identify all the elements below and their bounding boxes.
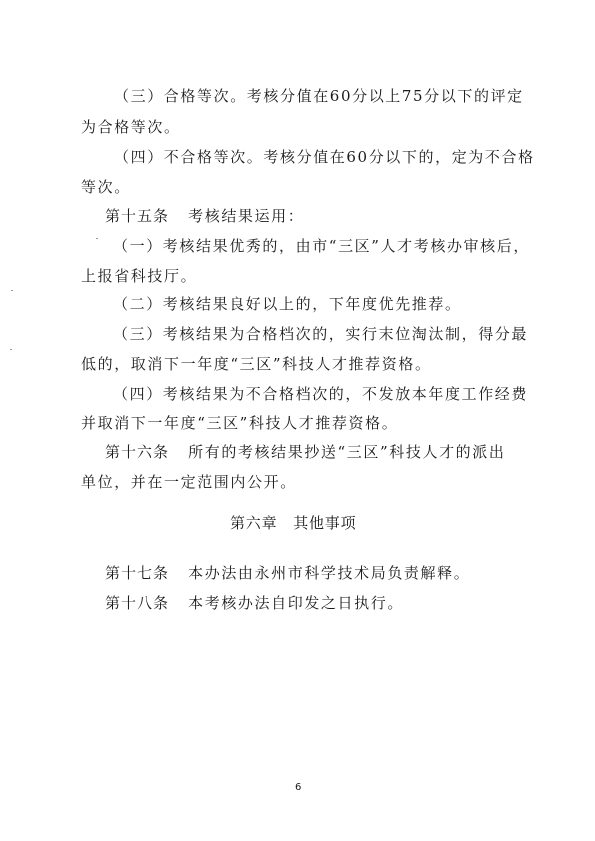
use-4-line-1: （四）考核结果为不合格档次的，不发放本年度工作经费 [113, 385, 529, 403]
article-17 [105, 563, 470, 583]
page-number: 6 [295, 782, 302, 793]
article-18-number: 第十八条 [105, 594, 170, 612]
article-18-text: 本考核办法自印发之日执行。 [188, 594, 404, 612]
article-15-text: 考核结果运用： [188, 207, 305, 225]
clause-4-fail-line-2: 等次。 [81, 178, 131, 196]
article-15-number: 第十五条 [105, 207, 170, 225]
scan-speck [96, 238, 98, 239]
use-3-line-1: （三）考核结果为合格档次的，实行末位淘汰制，得分最 [113, 325, 529, 343]
chapter-title: 第六章 其他事项 [230, 514, 357, 532]
scan-speck [10, 349, 12, 350]
clause-4-fail-line-1: （四）不合格等次。考核分值在60分以下的，定为不合格 [114, 148, 535, 166]
article-16-number: 第十六条 [105, 443, 170, 461]
use-2-line-1: （二）考核结果良好以上的，下年度优先推荐。 [113, 295, 462, 313]
article-15 [105, 206, 304, 226]
scan-speck [11, 290, 13, 291]
use-1-line-2: 上报省科技厅。 [81, 267, 198, 285]
article-18 [105, 593, 404, 613]
clause-3-merit-line-2: 为合格等次。 [81, 118, 181, 136]
use-3-line-2: 低的，取消下一年度“三区”科技人才推荐资格。 [81, 355, 432, 373]
clause-3-merit-line-1: （三）合格等次。考核分值在60分以上75分以下的评定 [114, 87, 524, 105]
use-1-line-1: （一）考核结果优秀的，由市“三区”人才考核办审核后， [113, 237, 530, 255]
article-16-line-2: 单位，并在一定范围内公开。 [81, 473, 297, 491]
article-17-text: 本办法由永州市科学技术局负责解释。 [188, 564, 471, 582]
article-17-number: 第十七条 [105, 564, 170, 582]
article-16-line-1 [105, 442, 505, 462]
use-4-line-2: 并取消下一年度“三区”科技人才推荐资格。 [81, 414, 399, 432]
article-16-text: 所有的考核结果抄送“三区”科技人才的派出 [188, 443, 506, 461]
